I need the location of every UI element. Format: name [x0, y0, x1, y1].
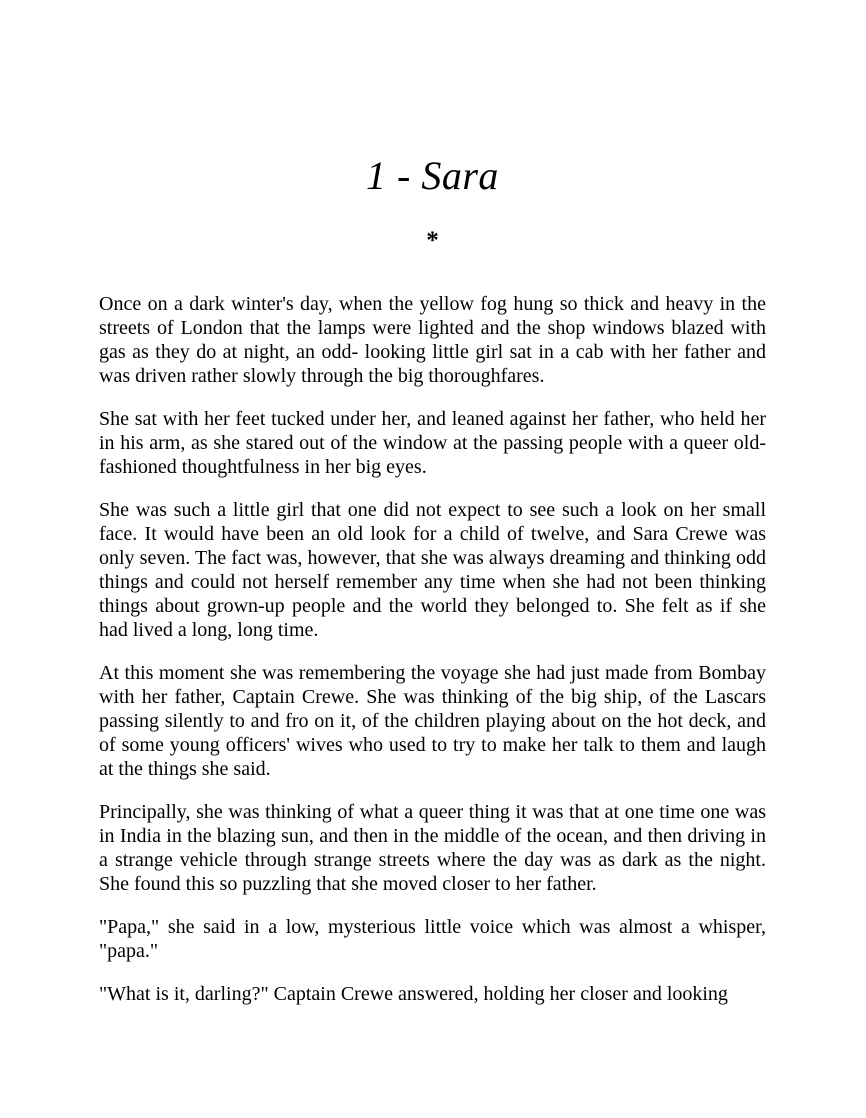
- body-text: [99, 292, 766, 1006]
- paragraph: Principally, she was thinking of what a queer thing it was that at one time one was in India in the blazing sun, and then in the middle of the ocean, and then driving in a strange vehicle through strange streets where the day was as dark as the night. She found this so puzzling that she moved closer to her father.: [99, 801, 766, 895]
- chapter-title: 1 - Sara: [366, 153, 499, 198]
- paragraph: She was such a little girl that one did not expect to see such a look on her small face. It would have been an old look for a child of twelve, and Sara Crewe was only seven. The fact was, however, that she was always dreaming and thinking odd things and could not herself remember any time when she had not been thinking things about grown-up people and the world they belonged to. She felt as if she had lived a long, long time.: [99, 499, 766, 641]
- paragraph: At this moment she was remembering the voyage she had just made from Bombay with her father, Captain Crewe. She was thinking of the big ship, of the Lascars passing silently to and fro on it, of the children playing about on the hot deck, and of some young officers' wives who used to try to make her talk to them and laugh at the things she said.: [99, 662, 766, 780]
- paragraph: "Papa," she said in a low, mysterious little voice which was almost a whisper, "papa.": [99, 916, 766, 962]
- paragraph: Once on a dark winter's day, when the yellow fog hung so thick and heavy in the streets of London that the lamps were lighted and the shop windows blazed with gas as they do at night, an odd- looking little girl sat in a cab with her father and was driven rather slowly through the big thoroughfares.: [99, 293, 766, 387]
- paragraph: "What is it, darling?" Captain Crewe answered, holding her closer and looking: [99, 983, 728, 1005]
- paragraph: She sat with her feet tucked under her, and leaned against her father, who held her in his arm, as she stared out of the window at the passing people with a queer old-fashioned thoughtfulness in her big eyes.: [99, 408, 766, 478]
- section-break-marker: *: [426, 227, 439, 254]
